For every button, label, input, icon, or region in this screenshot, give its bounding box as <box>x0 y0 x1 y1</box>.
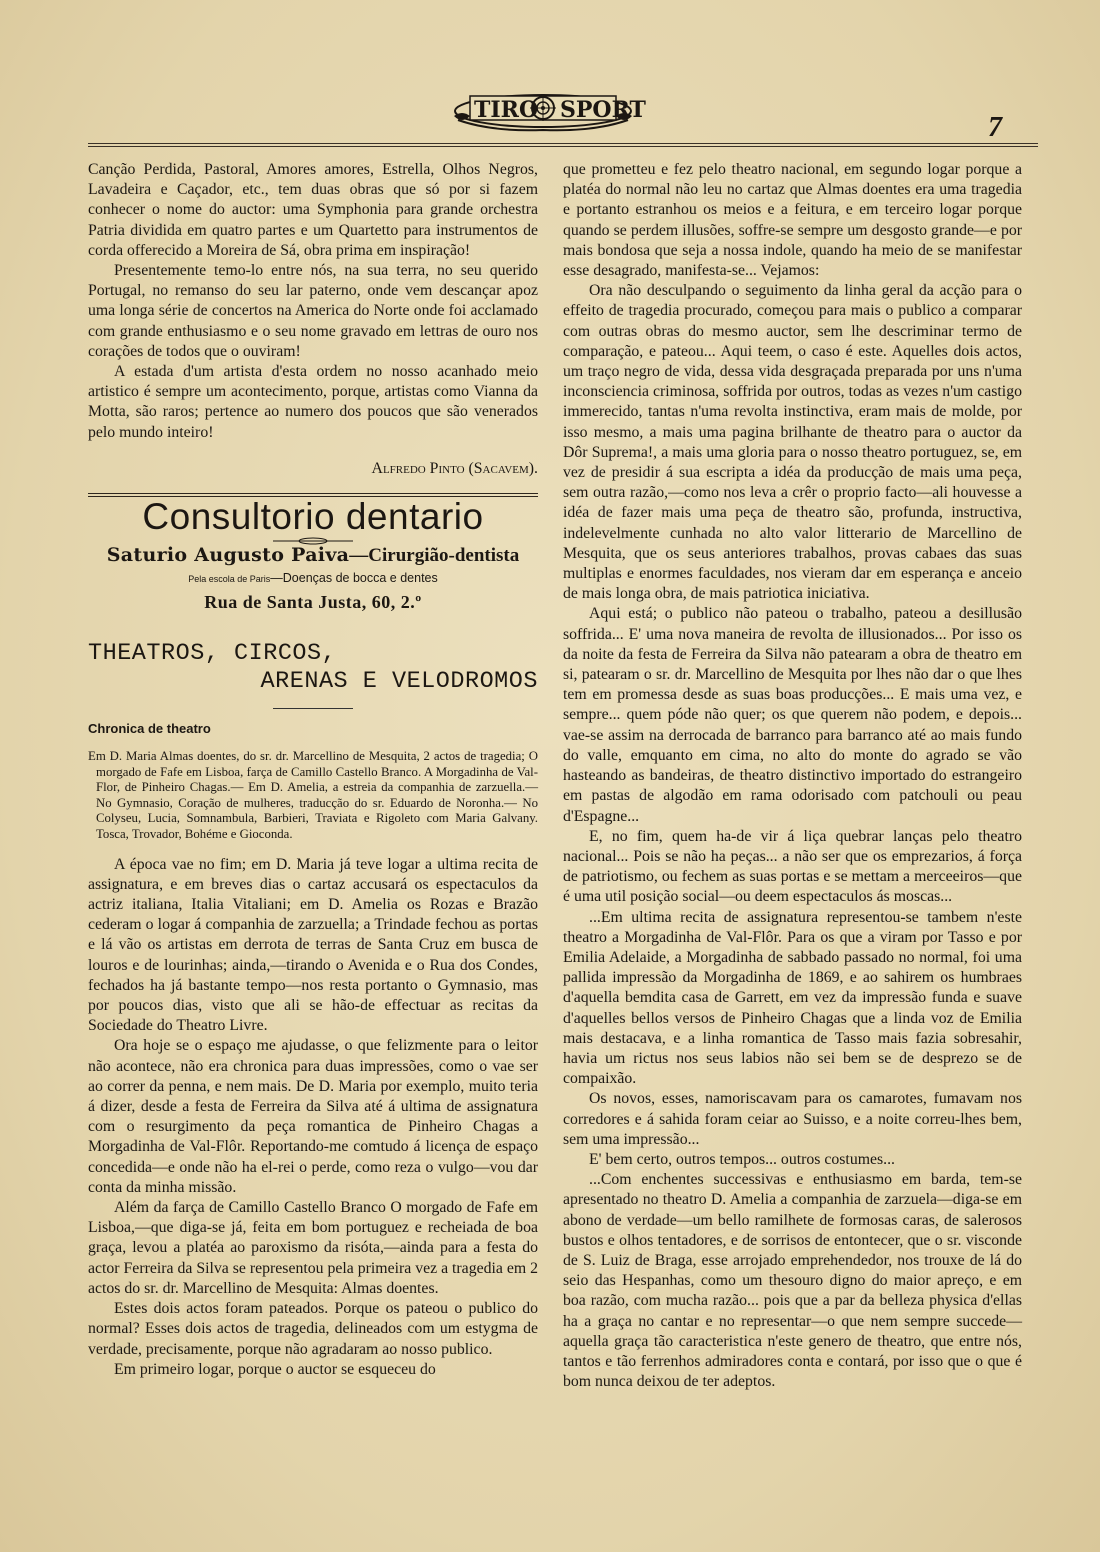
paragraph: E' bem certo, outros tempos... outros costumes... <box>589 1150 896 1168</box>
svg-text:SPORT: SPORT <box>560 97 646 123</box>
masthead-logo <box>452 86 646 136</box>
ad-title: Consultorio dentario <box>142 496 484 538</box>
paragraph: Ora hoje se o espaço me ajudasse, o que felizmente para o leitor não acontece, não era chronica para duas impressões, como o vae ser ao correr da penna, e nem mais. De D. Maria por exemplo, muito teria á dizer, desde a festa de Ferreira da Silva até á ultima de assignatura com o resurgimento da peça romantica de Pinheiro Chagas a Morgadinha de Val-Flôr. Reportando-me comtudo á licença de espaço concedida—e onde não ha el-rei o perde, como reza o vulgo—vou dar conta da minha missão. <box>88 1037 538 1196</box>
paragraph: Ora não desculpando o seguimento da linha geral da acção para o effeito de tragedia procurado, começou para mais o publico a comparar com outras obras do mesmo auctor, sem lhe descriminar termo de comparação, e pateou... Aqui teem, o caso é este. Aquelles dois actos, um traço negro de vida, dessa vida desgraçada preparada por uns n'uma inconsciencia criminosa, soffrida por outros, todas as vezes n'um castigo immerecido, tantas n'uma revolta instinctiva, eram mais de molde, por isso mesmo, a mais uma pagina brilhante de theatro para o auctor da Dôr Suprema!, a mais uma gloria para o nosso theatro portuguez, se, em vez de presidir á sua escripta a idéa da producção de mais uma peça, sem outra razão,—como nos leva a crêr o proprio facto—ali houvesse a idéa de fazer mais uma peça de theatro são, profunda, instructiva, indelevelmente cunhada no alto valor litterario de Marcellino de Mesquita, que os seus anteriores trabalhos, provas cabaes das suas multiplas e enormes faculdades, nos vieram dar em esperança e anceio de mais longa obra, de mais patriotica iniciativa. <box>563 282 1022 603</box>
short-rule <box>273 708 353 709</box>
header-rule <box>88 143 1038 147</box>
section-title-line-1: THEATROS, CIRCOS, <box>88 639 337 667</box>
author-signature: Alfredo Pinto (Sacavem). <box>371 459 538 477</box>
paragraph: A época vae no fim; em D. Maria já teve logar a ultima recita de assignatura, e em breves dias o cartaz accusará os espectaculos da actriz italiana, Italia Vitaliani; em D. Amelia os Rozas e Brazão cederam o logar á companhia de zarzuella; a Trindade fechou as portas e lá vão os artistas em derrota de terras de Santa Cruz em busca de louros e de lourinhas; ainda,—tirando o Avenida e o Rua dos Condes, fechados ha já bastante tempo—nos resta portanto o Gymnasio, mas por poucos dias, visto que ali se hão-de effectuar as recitas da Sociedade do Theatro Livre. <box>88 855 538 1035</box>
masthead-emblem-icon <box>452 86 646 136</box>
ad-specialty: —Doenças de bocca e dentes <box>270 571 438 586</box>
svg-text:TIRO: TIRO <box>474 97 539 123</box>
summary-paragraph: Em D. Maria Almas doentes, do sr. dr. Marcellino de Mesquita, 2 actos de tragedia; O morgado de Fafe em Lisboa, farça de Camillo Castello Branco. A Morgadinha de Val-Flor, de Pinheiro Chagas.— Em D. Amelia, a estreia da companhia de zarzuella.— No Gymnasio, Coração de mulheres, traducção do sr. Eduardo de Noronha.— No Colyseu, Lucia, Somnambula, Barbieri, Traviata e Rigoleto com Maria Galvany. Tosca, Trovador, Bohéme e Gioconda. <box>88 749 538 842</box>
ad-dentist-line <box>88 545 538 566</box>
paragraph: Aqui está; o publico não pateou o trabalho, pateou a desillusão soffrida... E' uma nova maneira de revolta de illusionados... Por isso os da noite da festa de Ferreira da Silva não patearam a obra de theatro em si, patearam o sr. dr. Marcellino de Mesquita por lhes não dar o que lhes tem em promessa desde as suas boas producções... E mais uma vez, e sempre... quem póde não quer; os que querem não podem, e depois... vae-se assim na derrocada de barranco para barranco até ao mais fundo do valle, emquanto em cima, no alto do monte do agrado se vão hasteando as bandeiras, de theatro distinctivo importado do estrangeiro em pastas de algodão em rama odorisado com patchouli ou peau d'Espagne... <box>563 605 1022 825</box>
ad-school: Pela escola de Paris <box>188 574 271 585</box>
paragraph: ...Com enchentes successivas e enthusiasmo em barda, tem-se apresentado no theatro D. Amelia a companhia de zarzuela—diga-se em abono de verdade—um bello ramilhete de formosas caras, de salerosos bustos e olhos tentadores, e de sorrisos de entontecer, que o sr. visconde de S. Luiz de Braga, esse arrojado emprehendedor, nos trouxe de lá do seio das Hespanhas, como um thesouro digno do maior apreço, e em boa razão, com mucha razão... pois que a par da belleza physica d'ellas ha a graça no cantar e no representar—o que nem sempre succede—aquella graça tão caracteristica n'este genero de theatro, que entre nós, tantos e tão ferrenhos admiradores conta e contará, por isso que o que é bom nunca deixou de ter adeptos. <box>563 1171 1022 1391</box>
ad-profession: —Cirurgião-dentista <box>349 545 520 567</box>
paragraph: Os novos, esses, namoriscavam para os camarotes, fumavam nos corredores e á sahida foram ceiar ao Suisso, e a noite correu-lhes bem, sem uma impressão... <box>563 1090 1022 1148</box>
ad-address: Rua de Santa Justa, 60, 2.º <box>204 591 422 612</box>
paragraph: Presentemente temo-lo entre nós, na sua terra, no seu querido Portugal, no remanso do seu lar paterno, onde vem descançar apoz uma longa série de concertos na America do Norte onde foi acclamado com grande enthusiasmo e o seu nome gravado em lettras de ouro nos corações de todos que o ouviram! <box>88 262 538 360</box>
section-title-line-2: ARENAS E VELODROMOS <box>260 667 538 695</box>
paragraph: Em primeiro logar, porque o auctor se esqueceu do <box>114 1360 436 1378</box>
paragraph: ...Em ultima recita de assignatura representou-se tambem n'este theatro a Morgadinha de Val-Flôr. Para os que a viram por Tasso e por Emilia Adelaide, a Morgadinha de sabbado passado no normal, foi uma pallida impressão da Morgadinha de 1869, e ao sahirem os humbraes d'aquella bemdita casa de Garrett, em vez da impressão funda e suave d'aquelles bellos versos de Pinheiro Chagas que a linda voz de Emilia mais destacava, e a linha romantica de Tasso mais fazia sobresahir, havia um rictus nos seus labios não sei bem se de desprezo se de compaixão. <box>563 908 1022 1088</box>
paragraph: E, no fim, quem ha-de vir á liça quebrar lanças pelo theatro nacional... Pois se não ha peças... a não ser que os emprezarios, á força de patriotismo, ou fechem as suas portas e se mettam a merceeiros—que é uma util posição social—ou deem espectaculos ás moscas... <box>563 827 1022 906</box>
paragraph: A estada d'um artista d'esta ordem no nosso acanhado meio artistico é sempre um acontecimento, porque, artistas como Vianna da Motta, são raros; pertence ao numero dos poucos que são venerados pelo mundo inteiro! <box>88 363 538 441</box>
subheading: Chronica de theatro <box>88 720 211 736</box>
ad-school-line <box>88 568 538 589</box>
paragraph: Canção Perdida, Pastoral, Amores amores, Estrella, Olhos Negros, Lavadeira e Caçador, etc., tem duas obras que só por si fazem conhecer o nome do auctor: uma Symphonia para grande orchestra Patria dividida em quatro partes e um Quartetto para instrumentos de corda offerecido a Moreira de Sá, obra prima em inspiração! <box>88 161 538 259</box>
paragraph: que prometteu e fez pelo theatro nacional, em segundo logar porque a platéa do normal não leu no cartaz que Almas doentes era uma tragedia e portanto estranhou os meios e a feitura, e em terceiro logar porque quando se perdem illusões, soffre-se sempre um desgosto grande—e por mais bondosa que seja a nossa indole, quando ha meio de se manifestar esse desagrado, manifesta-se... Vejamos: <box>563 161 1022 280</box>
paragraph: Estes dois actos foram pateados. Porque os pateou o publico do normal? Esses dois actos de tragedia, delineados com um estygma de verdade, precisamente, porque não agradaram ao nosso publico. <box>88 1300 538 1358</box>
right-column <box>563 160 1022 1392</box>
left-column <box>88 160 538 1380</box>
ad-dentist-name: Saturio Augusto Paiva <box>106 544 350 567</box>
paragraph: Além da farça de Camillo Castello Branco O morgado de Fafe em Lisboa,—que diga-se já, feita em bom portuguez e recheiada de boa graça, levou a platéa ao paroxismo da risóta,—ainda para a festa do actor Ferreira da Silva se representou pela primeira vez a tragedia em 2 actos do sr. dr. Marcellino de Mesquita: Almas doentes. <box>88 1199 538 1297</box>
section-title <box>88 640 538 696</box>
page-number: 7 <box>988 112 1002 143</box>
